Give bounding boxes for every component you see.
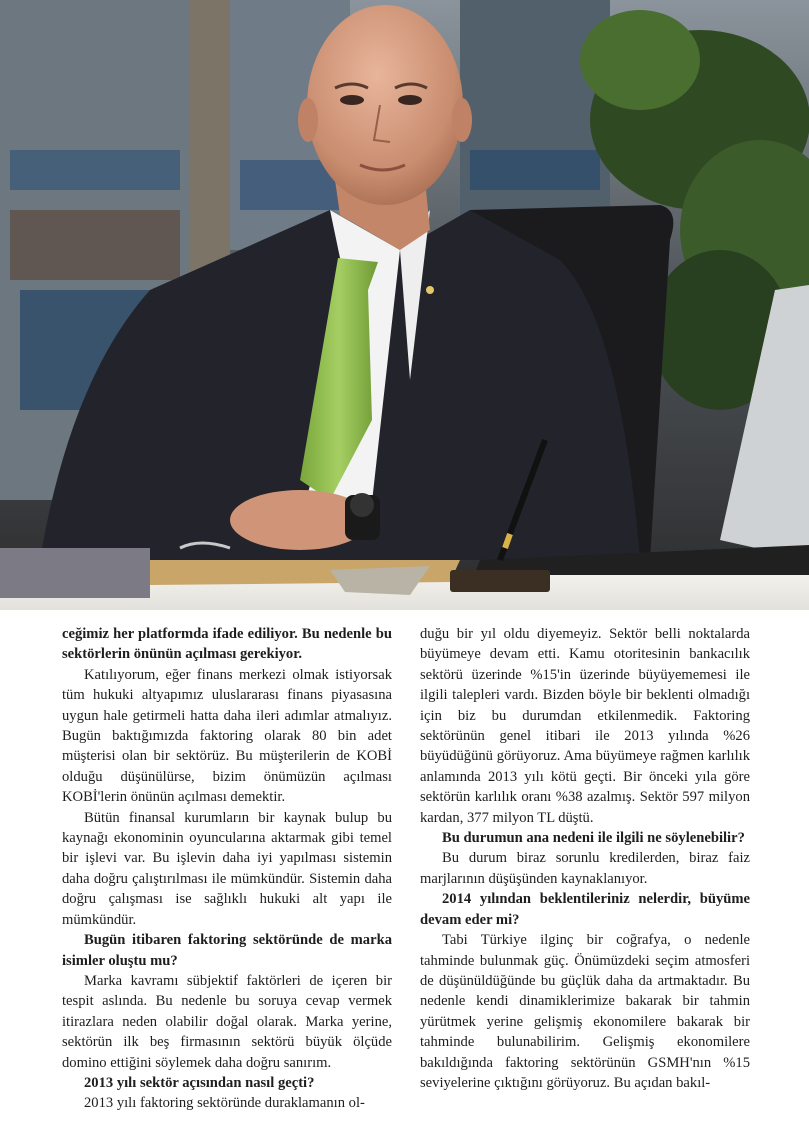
lapel-pin bbox=[426, 286, 434, 294]
paragraph: Tabi Türkiye ilginç bir coğrafya, o nedenle tahminde bulunmak güç. Önümüzdeki seçim atmosferi de düşünüldüğünde bu güçlük daha da artmaktadır. Bu nedenle kendi dinamiklerimize bakarak bir tahmin yürütmek yerine gelişmiş ekonomilere bakarak bir tahminde bulunabilirim. Gelişmiş ekonomilere bakıldığında faktoring sektörünün GSMH'nın %15 seviyelerine çıktığını görüyoruz. Bu açıdan bakıl- bbox=[420, 932, 750, 1091]
interview-question: 2013 yılı sektör açısından nasıl geçti? bbox=[84, 1074, 315, 1091]
paragraph: Bütün finansal kurumların bir kaynak bulup bu kaynağı ekonominin oyuncularına aktarmak gibi temel bir işlevi var. Bu işlevin daha iyi yapılması sistemin daha doğru çalıştırılması ile mümkündür. Sistemin daha doğru çalışması ise sağlıklı hukuki alt yapı ile mümkündür. bbox=[62, 809, 392, 928]
interview-question: 2014 yılından beklentileriniz nelerdir, büyüme devam eder mi? bbox=[420, 891, 750, 928]
left-column bbox=[62, 624, 392, 1114]
head bbox=[307, 5, 463, 205]
paragraph: duğu bir yıl oldu diyemeyiz. Sektör belli noktalarda büyümeye devam etti. Kamu otoritesinin bankacılık sektörü üzerinde %15'in üzerinde büyüyememesi ile ilgili talepleri vardı. Bizden böyle bir beklenti olmadığı için biz bu durumdan etkilenmedik. Faktoring sektörünün genel itibari ile 2013 yılında %26 büyüdüğünü görüyoruz. Ama büyümeye rağmen karlılık anlamında 2013 yılı kötü geçti. Bir önceki yıla göre sektörün karlılık oranı %38 azalmış. Sektör 597 milyon kardan, 377 milyon TL düştü. bbox=[420, 626, 750, 826]
paragraph: Katılıyorum, eğer finans merkezi olmak istiyorsak tüm hukuki altyapımız uluslararası finans piyasasına uygun hale getirmeli hatta daha ileri adımlar atmalıyız. Bugün baktığımızda faktoring olarak 80 bin adet müşterisi olan bir sektörüz. Bu müşterilerin de KOBİ olduğu düşünülürse, bizim önümüzün açılması KOBİ'lerin önünün açılması demektir. bbox=[62, 666, 392, 806]
right-column bbox=[420, 624, 750, 1114]
paragraph: Bu durum biraz sorunlu kredilerden, biraz faiz marjlarının düşüşünden kaynaklanıyor. bbox=[420, 850, 750, 887]
paragraph: 2013 yılı faktoring sektöründe duraklamanın ol- bbox=[84, 1095, 365, 1112]
paragraph-lead: ceğimiz her platformda ifade ediliyor. Bu nedenle bu sektörlerin önünün açılması gerekiyor. bbox=[62, 626, 392, 663]
paragraph: Marka kavramı sübjektif faktörleri de içeren bir tespit aslında. Bu nedenle bu soruya cevap vermek itirazlara neden olabilir doğal olarak. Marka yerine, sektörün ilk beş firmasının sektörü büyük ölçüde domino ettiğini söylemek daha doğru sanırım. bbox=[62, 972, 392, 1071]
interview-question: Bu durumun ana nedeni ile ilgili ne söylenebilir? bbox=[442, 830, 745, 847]
notebook bbox=[0, 548, 150, 598]
interview-question: Bugün itibaren faktoring sektöründe de marka isimler oluştu mu? bbox=[62, 932, 392, 969]
pen-holder bbox=[450, 570, 550, 592]
article-body bbox=[62, 624, 750, 1114]
